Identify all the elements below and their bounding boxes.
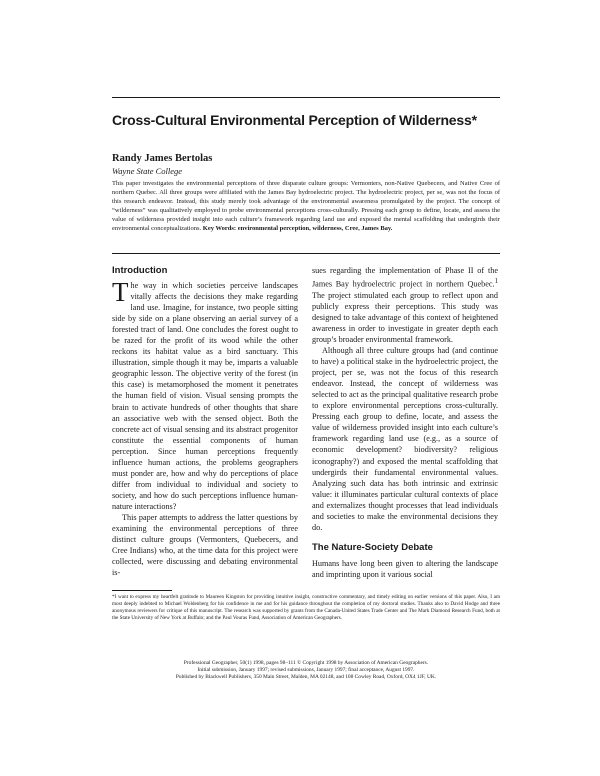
paragraph [312, 265, 498, 345]
abstract [112, 179, 500, 233]
abstract-text: This paper investigates the environmental perceptions of three disparate culture groups: Vermonters, non-Native Quebecers, and Native Cree of northern Quebec. All three groups were affiliated with the James Bay hydroelectric project. The hydroelectric project, per se, was not the focus of this research endeavor. Instead, this study merely took advantage of the environmental awareness promulgated by the project. The concept of “wilderness” was qualitatively employed to probe environmental perceptions cross-culturally. Pressing each group to define, locate, and assess the value of wilderness provided insight into each culture’s framework regarding land use and exposed the mental scaffolding that undergirds their environmental conceptualizations. [112, 180, 500, 232]
footnote-marker: 1 [494, 278, 498, 286]
paper-title: Cross-Cultural Environmental Perception of Wilderness* [112, 112, 477, 128]
paragraph [112, 277, 298, 512]
paragraph-text: The project stimulated each group to reflect upon and publicly express their perceptions. This study was designed to take advantage of this context of heightened awareness in order to investigate in greater depth each group’s broader environmental framework. [312, 290, 498, 345]
paragraph: Although all three culture groups had (and continue to have) a political stake in the hydroelectric project, the project, per se, was not the focus of this research endeavor. Instead, the concept of wilderness was selected to act as the principal qualitative research probe to explore environmental perceptions cross-culturally. Pressing each group to define, locate, and assess the value of wilderness provided insight into each culture’s framework regarding land use (e.g., as a source of economic development? biodiversity? religious iconography?) and exposed the mental scaffolding that undergirds their fundamental environmental values. Analyzing such data has both intrinsic and extrinsic value: it illuminates particular cultural contexts of place and externalizes thought processes that lead individuals and societies to make the environmental decisions they do. [312, 346, 498, 532]
section-heading-nature-society: The Nature-Society Debate [312, 541, 433, 553]
paragraph: This paper attempts to address the latter questions by examining the environmental perceptions of three distinct culture groups (Vermonters, Quebecers, and Cree Indians) who, at the time data for this project were collected, were discussing and debating environmental is- [112, 512, 298, 578]
paragraph-text: sues regarding the implementation of Phase II of the James Bay hydroelectric project in northern Quebec. [312, 266, 498, 289]
publication-line: Initial submission, January 1997; revised submissions, January 1997; final acceptance, August 1997. [197, 667, 415, 673]
paragraph-text: he way in which societies perceive landscapes vitally affects the decisions they make regarding land use. Imagine, for instance, two people sitting side by side on a plane observing an aerial survey of a forested tract of land. One concludes the forest ought to be razed for the profit of its wood while the other reckons its habitat value as a bird sanctuary. This illustration, simple though it may be, imparts a valuable geographic lesson. The objective verity of the forest (in this case) is metamorphosed the moment it penetrates the human field of vision. Visual sensing prompts the brain to activate hundreds of other thoughts that share an associative web with the sensed object. Both the concrete act of visual sensing and its abstract progenitor constitute the essential components of human perception. Since human perceptions frequently influence human actions, the problems geographers must ponder are, how and why do perceptions of place differ from individual to individual and society to society, and how do such perceptions influence human-nature interactions? [112, 281, 298, 511]
footnote-rule [112, 590, 172, 591]
column-right [312, 265, 498, 580]
keywords: Key Words: environmental perception, wilderness, Cree, James Bay. [202, 225, 393, 232]
author-name: Randy James Bertolas [112, 153, 213, 164]
publication-line: Professional Geographer, 50(1) 1998, pages 98–111 © Copyright 1998 by Association of American Geographers. [183, 660, 429, 666]
publication-line: Published by Blackwell Publishers, 350 Main Street, Malden, MA 02148, and 108 Cowley Road, Oxford, OX4 1JF, UK. [175, 674, 437, 680]
drop-cap: T [112, 277, 129, 307]
header-rule [112, 97, 500, 98]
column-left [112, 277, 298, 578]
publication-info [112, 660, 500, 681]
paragraph: Humans have long been given to altering the landscape and imprinting upon it various social [312, 558, 498, 579]
author-affiliation: Wayne State College [112, 166, 183, 176]
section-heading-introduction: Introduction [112, 265, 168, 276]
section-rule [112, 253, 500, 254]
footnote: *I want to express my heartfelt gratitude to Maureen Kingston for providing intuitive insight, constructive commentary, and timely editing on earlier versions of this paper. Also, I am most deeply indebted to Michael Woldenberg for his confidence in me and for his guidance throughout the completion of my doctoral studies. Thanks also to David Hodge and three anonymous reviewers for critique of this manuscript. The research was supported by grants from the Canada-United States Trade Center and The Mark Diamond Research Fund, both at the State University of New York at Buffalo; and the Paul Vouras Fund, Association of American Geographers. [112, 594, 500, 621]
